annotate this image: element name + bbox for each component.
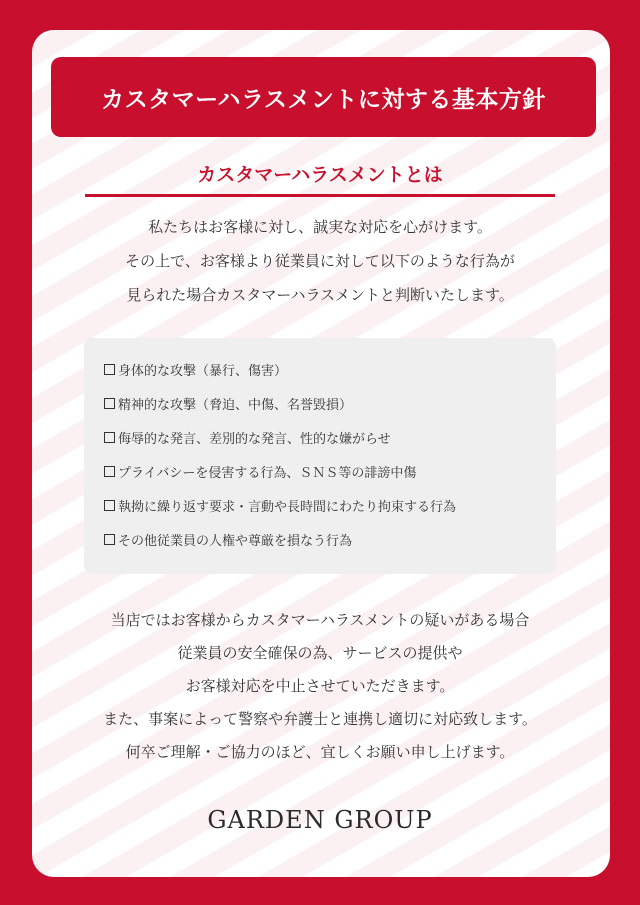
checklist-item-label: その他従業員の人権や尊厳を損なう行為 <box>118 533 353 549</box>
page-title: カスタマーハラスメントに対する基本方針 <box>51 57 596 137</box>
checklist-item-label: 侮辱的な発言、差別的な発言、性的な嫌がらせ <box>118 431 391 447</box>
brand-logo: GARDEN GROUP <box>207 806 433 834</box>
checkbox-icon <box>104 432 115 443</box>
intro-text <box>40 210 600 312</box>
checklist-item-label: 精神的な攻撃（脅迫、中傷、名誉毀損） <box>118 397 353 413</box>
checklist-item-label: プライバシーを侵害する行為、ＳＮＳ等の誹謗中傷 <box>118 465 417 481</box>
checklist-item-label: 執拗に繰り返す要求・言動や長時間にわたり拘束する行為 <box>118 499 457 515</box>
checkbox-icon <box>104 534 115 545</box>
checklist-item <box>104 392 352 414</box>
checklist-item <box>104 358 287 380</box>
heading-underline <box>85 194 555 197</box>
checkbox-icon <box>104 398 115 409</box>
policy-line: 従業員の安全確保の為、サービスの提供や <box>177 644 463 662</box>
policy-line: 当店ではお客様からカスタマーハラスメントの疑いがある場合 <box>110 611 530 629</box>
checkbox-icon <box>104 466 115 477</box>
section-heading: カスタマーハラスメントとは <box>197 164 443 186</box>
policy-line: お客様対応を中止させていただきます。 <box>185 677 455 695</box>
intro-line: 私たちはお客様に対し、誠実な対応を心がけます。 <box>148 218 492 236</box>
policy-line: また、事案によって警察や弁護士と連携し適切に対応致します。 <box>103 710 537 728</box>
checkbox-icon <box>104 364 115 375</box>
harassment-checklist <box>84 338 556 574</box>
intro-line: その上で、お客様より従業員に対して以下のような行為が <box>125 252 515 270</box>
checklist-item <box>104 426 391 448</box>
policy-line: 何卒ご理解・ご協力のほど、宜しくお願い申し上げます。 <box>125 743 515 761</box>
policy-text <box>40 604 600 769</box>
checklist-item <box>104 460 416 482</box>
checkbox-icon <box>104 500 115 511</box>
checklist-item <box>104 528 352 550</box>
intro-line: 見られた場合カスタマーハラスメントと判断いたします。 <box>126 286 514 304</box>
checklist-item <box>104 494 456 516</box>
checklist-item-label: 身体的な攻撃（暴行、傷害） <box>118 363 288 379</box>
